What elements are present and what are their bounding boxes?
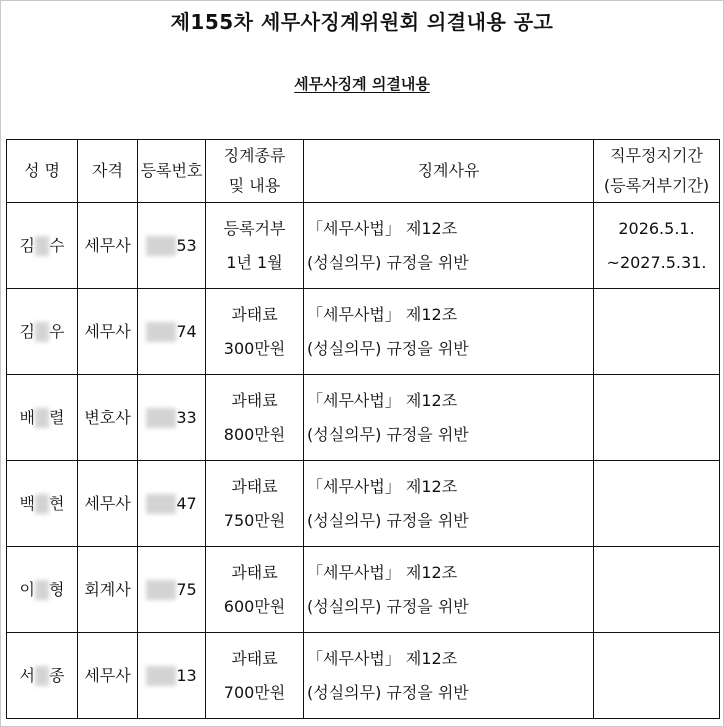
cell-name: [7, 633, 78, 719]
subtitle-text: 세무사징계 의결내용: [294, 75, 430, 93]
name-first: 이: [19, 579, 35, 599]
cell-name: [7, 547, 78, 633]
name-last: 종: [49, 665, 65, 685]
name-first: 배: [19, 407, 35, 427]
cell-period: [594, 461, 720, 547]
redacted-name-mask: [35, 408, 49, 428]
reason-line1: 「세무사법」 제12조: [307, 476, 458, 496]
cell-type: [206, 633, 304, 719]
cell-reason: [304, 203, 594, 289]
name-last: 수: [49, 235, 65, 255]
name-last: 형: [49, 579, 65, 599]
name-first: 김: [19, 321, 35, 341]
redacted-name-mask: [35, 494, 49, 514]
type-line2: 300만원: [223, 338, 286, 358]
reg-no-tail: 13: [176, 665, 197, 685]
cell-type: [206, 461, 304, 547]
reason-line2: (성실의무) 규정을 위반: [307, 596, 469, 616]
type-line2: 600만원: [223, 596, 286, 616]
reg-no-tail: 47: [176, 493, 197, 513]
reason-line1: 「세무사법」 제12조: [307, 218, 458, 238]
redacted-name-mask: [35, 580, 49, 600]
name-first: 백: [19, 493, 35, 513]
cell-reg-no: [138, 633, 206, 719]
cell-reason: [304, 461, 594, 547]
cell-period: [594, 289, 720, 375]
name-first: 김: [19, 235, 35, 255]
name-last: 렬: [49, 407, 65, 427]
type-line2: 800만원: [223, 424, 286, 444]
table-row: [7, 633, 720, 719]
reg-no-tail: 75: [176, 579, 197, 599]
cell-qualification: 세무사: [78, 203, 138, 289]
name-first: 서: [19, 665, 35, 685]
reason-line1: 「세무사법」 제12조: [307, 562, 458, 582]
header-period: [594, 140, 720, 203]
name-last: 현: [49, 493, 65, 513]
cell-reg-no: [138, 289, 206, 375]
disciplinary-table: [6, 139, 720, 719]
table-row: [7, 203, 720, 289]
header-reg-no: 등록번호: [138, 140, 206, 203]
reg-no-tail: 74: [176, 321, 197, 341]
type-line1: 등록거부: [223, 218, 286, 238]
cell-type: [206, 547, 304, 633]
header-type: [206, 140, 304, 203]
cell-reason: [304, 375, 594, 461]
type-line1: 과태료: [231, 476, 278, 496]
redacted-reg-mask: [146, 408, 176, 428]
period-line2: ~2027.5.31.: [606, 252, 707, 272]
document-title: 제155차 세무사징계위원회 의결내용 공고: [170, 10, 554, 34]
table-row: [7, 461, 720, 547]
header-type-line1: 징계종류: [223, 146, 286, 165]
type-line1: 과태료: [231, 562, 278, 582]
cell-qualification: 변호사: [78, 375, 138, 461]
reason-line2: (성실의무) 규정을 위반: [307, 510, 469, 530]
cell-reg-no: [138, 547, 206, 633]
header-qualification: 자격: [78, 140, 138, 203]
type-line2: 750만원: [223, 510, 286, 530]
cell-name: [7, 203, 78, 289]
reason-line2: (성실의무) 규정을 위반: [307, 338, 469, 358]
type-line2: 700만원: [223, 682, 286, 702]
cell-type: [206, 289, 304, 375]
header-reason: 징계사유: [304, 140, 594, 203]
cell-period: [594, 375, 720, 461]
cell-period: [594, 633, 720, 719]
type-line2: 1년 1월: [226, 252, 283, 272]
cell-reason: [304, 633, 594, 719]
cell-reason: [304, 547, 594, 633]
cell-qualification: 세무사: [78, 633, 138, 719]
cell-name: [7, 289, 78, 375]
header-name: 성 명: [7, 140, 78, 203]
period-line1: 2026.5.1.: [618, 218, 695, 238]
type-line1: 과태료: [231, 304, 278, 324]
table-header-row: [7, 140, 720, 203]
cell-period: [594, 203, 720, 289]
reason-line2: (성실의무) 규정을 위반: [307, 424, 469, 444]
reg-no-tail: 33: [176, 407, 197, 427]
header-type-line2: 및 내용: [228, 176, 281, 195]
redacted-reg-mask: [146, 236, 176, 256]
type-line1: 과태료: [231, 390, 278, 410]
cell-qualification: 회계사: [78, 547, 138, 633]
type-line1: 과태료: [231, 648, 278, 668]
cell-type: [206, 203, 304, 289]
cell-reg-no: [138, 375, 206, 461]
reason-line2: (성실의무) 규정을 위반: [307, 252, 469, 272]
redacted-name-mask: [35, 322, 49, 342]
cell-period: [594, 547, 720, 633]
table-row: [7, 289, 720, 375]
cell-reg-no: [138, 203, 206, 289]
table-row: [7, 375, 720, 461]
cell-reason: [304, 289, 594, 375]
cell-type: [206, 375, 304, 461]
cell-qualification: 세무사: [78, 289, 138, 375]
reason-line1: 「세무사법」 제12조: [307, 390, 458, 410]
cell-name: [7, 375, 78, 461]
redacted-name-mask: [35, 666, 49, 686]
cell-name: [7, 461, 78, 547]
reason-line1: 「세무사법」 제12조: [307, 648, 458, 668]
document-subtitle: [0, 73, 724, 94]
redacted-reg-mask: [146, 580, 176, 600]
header-period-line2: (등록거부기간): [603, 176, 710, 195]
cell-qualification: 세무사: [78, 461, 138, 547]
redacted-name-mask: [35, 236, 49, 256]
cell-reg-no: [138, 461, 206, 547]
redacted-reg-mask: [146, 494, 176, 514]
reason-line1: 「세무사법」 제12조: [307, 304, 458, 324]
redacted-reg-mask: [146, 322, 176, 342]
redacted-reg-mask: [146, 666, 176, 686]
reg-no-tail: 53: [176, 235, 197, 255]
header-period-line1: 직무정지기간: [610, 146, 703, 165]
reason-line2: (성실의무) 규정을 위반: [307, 682, 469, 702]
name-last: 우: [49, 321, 65, 341]
table-row: [7, 547, 720, 633]
